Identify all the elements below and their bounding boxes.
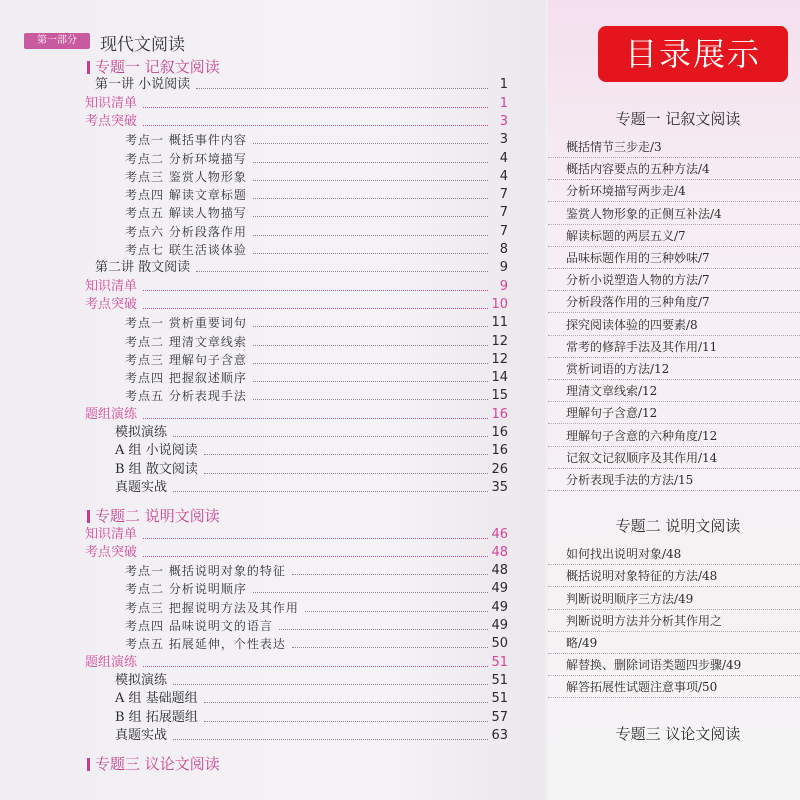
dot-leader xyxy=(305,611,488,612)
dot-leader xyxy=(196,271,488,272)
toc-entry xyxy=(0,405,545,425)
toc-entry-title: 考点七 联生活谈体验 xyxy=(125,243,247,257)
toc-entry-page: 49 xyxy=(491,581,508,597)
toc-entry-title: 模拟演练 xyxy=(115,425,168,440)
toc-entry-title: 知识清单 xyxy=(85,278,138,294)
section-heading: 专题一 记叙文阅读 xyxy=(615,110,741,128)
toc-entry-title: 考点四 解读文章标题 xyxy=(125,188,247,203)
toc-entry-page: 3 xyxy=(499,132,508,148)
dot-leader xyxy=(253,162,488,163)
topic-marker xyxy=(87,510,90,523)
item-divider xyxy=(548,201,800,202)
toc-entry-title: 专题三 议论文阅读 xyxy=(95,755,220,774)
item-divider xyxy=(548,246,800,247)
toc-entry-title: 考点五 解读人物描写 xyxy=(125,206,247,221)
toc-entry xyxy=(0,653,545,673)
method-item: 解替换、删除词语类题四步骤/49 xyxy=(566,658,742,673)
toc-entry-page: 51 xyxy=(491,691,508,707)
toc-entry xyxy=(0,561,545,581)
toc-entry-page: 50 xyxy=(491,636,508,652)
toc-entry-page: 51 xyxy=(491,654,508,670)
toc-entry xyxy=(0,332,545,352)
toc-entry-title: 知识清单 xyxy=(85,526,138,542)
toc-entry-page: 7 xyxy=(499,223,508,239)
dot-leader xyxy=(292,574,488,575)
toc-entry-page: 9 xyxy=(499,278,508,294)
method-item: 分析表现手法的方法/15 xyxy=(566,473,694,487)
item-divider xyxy=(548,468,800,469)
toc-entry xyxy=(0,478,545,498)
dot-leader xyxy=(292,647,488,648)
method-item: 理清文章线索/12 xyxy=(566,384,658,399)
toc-entry-title: 专题一 记叙文阅读 xyxy=(95,58,220,76)
item-divider xyxy=(548,586,800,587)
toc-entry-page: 49 xyxy=(491,618,508,633)
toc-entry-page: 1 xyxy=(499,77,508,93)
toc-entry-title: 考点四 把握叙述顺序 xyxy=(125,371,247,386)
dot-leader xyxy=(143,666,488,667)
method-item: 常考的修辞手法及其作用/11 xyxy=(566,339,718,354)
topic-heading xyxy=(0,754,545,774)
method-item: 概括说明对象特征的方法/48 xyxy=(566,569,718,584)
dot-leader xyxy=(204,473,488,474)
method-item: 赏析词语的方法/12 xyxy=(566,362,670,376)
dot-leader xyxy=(253,381,488,382)
toc-entry xyxy=(0,185,545,205)
toc-entry-page: 14 xyxy=(491,370,508,386)
method-item: 品味标题作用的三种妙味/7 xyxy=(566,251,710,265)
toc-entry xyxy=(0,350,545,370)
item-divider xyxy=(548,446,800,447)
toc-entry-title: 真题实战 xyxy=(115,727,168,743)
dot-leader xyxy=(253,143,488,144)
toc-entry-page: 12 xyxy=(491,333,508,349)
method-item: 如何找出说明对象/48 xyxy=(566,547,682,562)
toc-entry xyxy=(0,726,545,746)
dot-leader xyxy=(173,684,488,685)
dot-leader xyxy=(253,198,488,199)
item-divider xyxy=(548,335,800,336)
toc-entry-page: 46 xyxy=(491,526,508,542)
toc-entry-title: B 组 拓展题组 xyxy=(115,709,198,725)
method-item: 概括内容要点的五种方法/4 xyxy=(566,162,710,177)
toc-entry xyxy=(0,222,545,242)
toc-entry-title: 题组演练 xyxy=(85,654,138,670)
toc-entry-title: 考点四 品味说明文的语言 xyxy=(125,619,273,633)
toc-entry-page: 4 xyxy=(499,168,508,184)
toc-entry-title: 考点六 分析段落作用 xyxy=(125,224,247,239)
toc-entry-title: A 组 基础题组 xyxy=(115,691,198,707)
toc-entry xyxy=(0,149,545,169)
dot-leader xyxy=(253,180,488,181)
toc-entry xyxy=(0,258,545,278)
toc-entry-title: 考点二 分析说明顺序 xyxy=(125,582,247,597)
method-item: 略/49 xyxy=(566,636,598,650)
toc-entry-title: 考点三 把握说明方法及其作用 xyxy=(125,600,299,615)
toc-entry xyxy=(0,616,545,636)
dot-leader xyxy=(253,363,488,364)
toc-entry-page: 7 xyxy=(499,187,508,203)
dot-leader xyxy=(173,739,488,740)
method-item: 判断说明顺序三方法/49 xyxy=(566,591,694,606)
toc-entry-title: A 组 小说阅读 xyxy=(115,443,198,459)
toc-entry-page: 10 xyxy=(491,296,508,312)
dot-leader xyxy=(143,538,488,539)
toc-entry-title: 考点一 概括说明对象的特征 xyxy=(125,564,286,579)
toc-entry-title: 第二讲 散文阅读 xyxy=(95,260,191,276)
toc-entry xyxy=(0,525,545,545)
item-divider xyxy=(548,653,800,654)
item-divider xyxy=(548,179,800,180)
part-badge: 第一部分 xyxy=(24,33,90,49)
toc-entry-page: 48 xyxy=(491,544,508,560)
toc-entry xyxy=(0,240,545,260)
method-item: 鉴赏人物形象的正侧互补法/4 xyxy=(566,206,722,221)
dot-leader xyxy=(253,216,488,217)
toc-entry-page: 63 xyxy=(491,727,508,743)
toc-entry-title: 考点五 分析表现手法 xyxy=(125,389,247,404)
method-item: 解答拓展性试题注意事项/50 xyxy=(566,680,718,695)
method-item: 理解句子含意的六种角度/12 xyxy=(566,428,718,443)
method-item: 记叙文记叙顺序及其作用/14 xyxy=(566,450,718,465)
section-heading: 专题三 议论文阅读 xyxy=(615,724,741,743)
dot-leader xyxy=(143,107,488,108)
dot-leader xyxy=(253,345,488,346)
method-item: 分析环境描写两步走/4 xyxy=(566,184,686,199)
toc-entry-page: 49 xyxy=(491,599,508,615)
toc-entry-page: 3 xyxy=(499,113,508,129)
toc-entry xyxy=(0,112,545,132)
item-divider xyxy=(548,290,800,291)
toc-entry-page: 1 xyxy=(499,95,508,111)
toc-entry-page: 7 xyxy=(499,205,508,221)
dot-leader xyxy=(173,491,488,492)
method-item: 概括情节三步走/3 xyxy=(566,140,662,154)
toc-entry xyxy=(0,441,545,461)
toc-entry xyxy=(0,634,545,654)
item-divider xyxy=(548,224,800,225)
toc-entry-title: 模拟演练 xyxy=(115,672,168,688)
toc-entry-page: 51 xyxy=(491,672,508,688)
toc-entry-title: 题组演练 xyxy=(85,406,138,422)
toc-entry-title: 考点五 拓展延伸，个性表达 xyxy=(125,637,286,652)
dot-leader xyxy=(253,235,488,236)
method-item: 探究阅读体验的四要素/8 xyxy=(566,317,698,332)
toc-entry-title: 专题二 说明文阅读 xyxy=(95,507,220,526)
method-item: 解读标题的两层五义/7 xyxy=(566,228,686,243)
toc-entry xyxy=(0,277,545,297)
toc-entry xyxy=(0,460,545,480)
toc-entry xyxy=(0,689,545,709)
toc-entry-title: B 组 散文阅读 xyxy=(115,461,198,477)
dot-leader xyxy=(253,399,488,400)
toc-entry-title: 考点突破 xyxy=(85,296,138,312)
toc-entry-title: 第一讲 小说阅读 xyxy=(95,77,191,93)
dot-leader xyxy=(204,454,488,455)
toc-entry-page: 9 xyxy=(499,260,508,276)
toc-entry-title: 知识清单 xyxy=(85,95,138,111)
dot-leader xyxy=(196,88,488,89)
toc-entry-page: 16 xyxy=(491,425,508,440)
dot-leader xyxy=(143,125,488,126)
topic-marker xyxy=(87,758,90,771)
toc-entry-page: 57 xyxy=(491,709,508,725)
topic-heading xyxy=(0,506,545,526)
toc-entry xyxy=(0,203,545,223)
dot-leader xyxy=(253,326,488,327)
dot-leader xyxy=(253,253,488,254)
item-divider xyxy=(548,609,800,610)
item-divider xyxy=(548,357,800,358)
toc-entry xyxy=(0,368,545,388)
method-item: 判断说明方法并分析其作用之 xyxy=(566,613,723,628)
topic-heading xyxy=(0,57,545,77)
item-divider xyxy=(548,312,800,313)
toc-entry-page: 11 xyxy=(491,315,508,331)
toc-entry-page: 26 xyxy=(491,461,508,477)
toc-entry-page: 12 xyxy=(491,351,508,367)
item-divider xyxy=(548,423,800,424)
item-divider xyxy=(548,157,800,158)
dot-leader xyxy=(279,629,488,630)
toc-entry xyxy=(0,386,545,406)
topic-marker xyxy=(87,61,90,74)
dot-leader xyxy=(204,702,488,703)
toc-entry-title: 考点一 赏析重要词句 xyxy=(125,316,247,331)
toc-entry xyxy=(0,94,545,114)
item-divider xyxy=(548,401,800,402)
toc-entry xyxy=(0,75,545,95)
part-title: 现代文阅读 xyxy=(100,35,185,55)
dot-leader xyxy=(253,592,488,593)
toc-entry-page: 16 xyxy=(491,406,508,422)
item-divider xyxy=(548,631,800,632)
toc-entry xyxy=(0,708,545,728)
toc-entry xyxy=(0,579,545,599)
item-divider xyxy=(548,268,800,269)
item-divider xyxy=(548,490,800,491)
toc-entry-page: 35 xyxy=(491,479,508,495)
item-divider xyxy=(548,697,800,698)
method-item: 分析段落作用的三种角度/7 xyxy=(566,295,710,310)
item-divider xyxy=(548,675,800,676)
toc-entry xyxy=(0,295,545,315)
toc-entry xyxy=(0,543,545,563)
toc-entry-page: 16 xyxy=(491,443,508,459)
toc-entry xyxy=(0,598,545,618)
toc-entry xyxy=(0,423,545,443)
toc-entry-title: 考点二 分析环境描写 xyxy=(125,151,247,166)
dot-leader xyxy=(143,308,488,309)
toc-entry-title: 考点突破 xyxy=(85,544,138,560)
toc-entry-page: 8 xyxy=(499,242,508,257)
right-page xyxy=(548,0,800,800)
catalog-banner: 目录展示 xyxy=(598,26,788,82)
toc-entry-title: 考点三 鉴赏人物形象 xyxy=(125,169,247,184)
toc-entry xyxy=(0,130,545,150)
toc-entry-title: 真题实战 xyxy=(115,479,168,495)
toc-entry xyxy=(0,313,545,333)
dot-leader xyxy=(143,418,488,419)
method-item: 理解句子含意/12 xyxy=(566,406,658,421)
toc-entry-title: 考点二 理清文章线索 xyxy=(125,334,247,349)
toc-entry-page: 48 xyxy=(491,563,508,579)
toc-entry-page: 4 xyxy=(499,150,508,166)
dot-leader xyxy=(143,556,488,557)
method-item: 分析小说塑造人物的方法/7 xyxy=(566,273,710,288)
toc-entry-title: 考点突破 xyxy=(85,113,138,129)
toc-entry-title: 考点三 理解句子含意 xyxy=(125,352,247,367)
toc-entry-title: 考点一 概括事件内容 xyxy=(125,133,247,148)
dot-leader xyxy=(204,721,488,722)
item-divider xyxy=(548,564,800,565)
dot-leader xyxy=(173,436,488,437)
toc-entry-page: 15 xyxy=(491,388,508,404)
item-divider xyxy=(548,379,800,380)
dot-leader xyxy=(143,290,488,291)
section-heading: 专题二 说明文阅读 xyxy=(615,517,741,536)
toc-entry xyxy=(0,671,545,691)
toc-entry xyxy=(0,167,545,187)
